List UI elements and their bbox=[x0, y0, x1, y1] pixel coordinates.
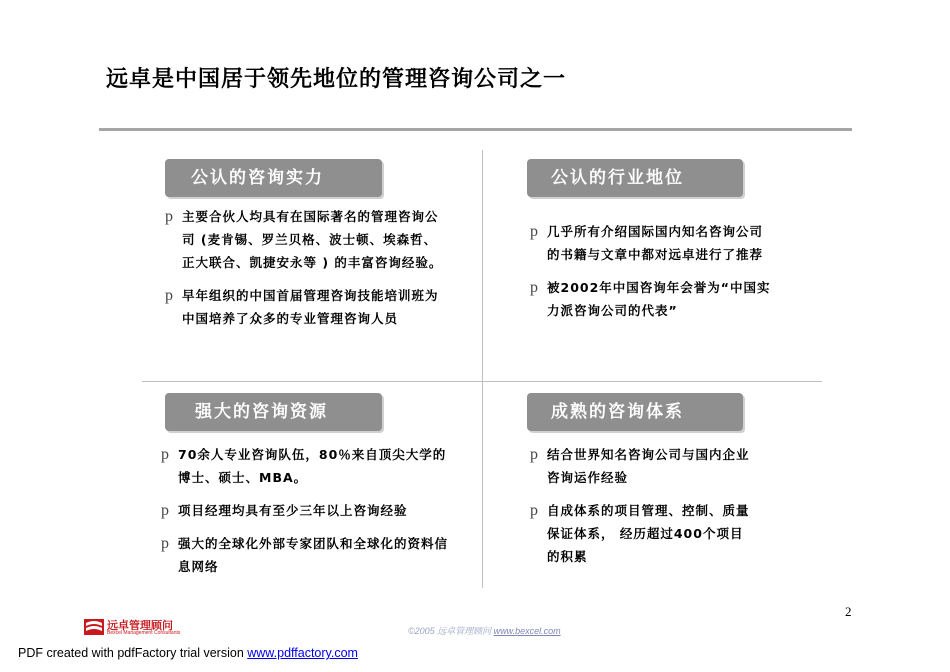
section-header-consulting-strength bbox=[165, 159, 382, 197]
bullet-marker-icon: p bbox=[530, 446, 539, 463]
bullet-text: 主要合伙人均具有在国际著名的管理咨询公司 (麦肯锡、罗兰贝格、波士顿、埃森哲、正大联合、凯捷安永等 ) 的丰富咨询经验。 bbox=[182, 209, 443, 270]
copyright-notice bbox=[408, 624, 561, 637]
section-header-consulting-resources bbox=[165, 393, 382, 431]
section-header-consulting-system bbox=[527, 393, 743, 431]
pdf-watermark bbox=[18, 646, 358, 660]
section-bullets-consulting-resources bbox=[161, 443, 453, 588]
section-title: 公认的行业地位 bbox=[551, 168, 684, 188]
bullet-marker-icon: p bbox=[161, 535, 170, 552]
section-bullets-industry-position bbox=[530, 220, 776, 332]
bullet-marker-icon: p bbox=[161, 446, 170, 463]
bullet-text: 结合世界知名咨询公司与国内企业咨询运作经验 bbox=[547, 447, 750, 485]
bullet-text: 强大的全球化外部专家团队和全球化的资料信息网络 bbox=[178, 536, 449, 574]
section-bullets-consulting-system bbox=[530, 443, 756, 578]
bullet-marker-icon: p bbox=[165, 287, 174, 304]
bullet-marker-icon: p bbox=[530, 223, 539, 240]
bullet-text: 被2002年中国咨询年会誉为“中国实力派咨询公司的代表” bbox=[547, 280, 771, 318]
list-item bbox=[161, 443, 453, 489]
pdf-watermark-text: PDF created with pdfFactory trial version bbox=[18, 646, 248, 660]
company-website-link[interactable]: www.bexcel.com bbox=[493, 626, 561, 636]
section-header-industry-position bbox=[527, 159, 743, 197]
bullet-marker-icon: p bbox=[530, 279, 539, 296]
list-item bbox=[530, 499, 756, 568]
list-item bbox=[165, 205, 450, 274]
quadrant-divider-vertical bbox=[482, 150, 483, 588]
company-logo bbox=[83, 616, 193, 638]
section-title: 公认的咨询实力 bbox=[191, 168, 324, 188]
pdffactory-link[interactable]: www.pdffactory.com bbox=[247, 646, 358, 660]
bullet-text: 几乎所有介绍国际国内知名咨询公司的书籍与文章中都对远卓进行了推荐 bbox=[547, 224, 764, 262]
bullet-marker-icon: p bbox=[530, 502, 539, 519]
page-number: 2 bbox=[845, 604, 852, 619]
quadrant-divider-horizontal bbox=[142, 381, 822, 382]
logo-mark-icon bbox=[83, 616, 105, 636]
bullet-text: 自成体系的项目管理、控制、质量保证体系， 经历超过400个项目的积累 bbox=[547, 503, 750, 564]
logo-name: 远卓管理顾问 bbox=[107, 619, 173, 632]
bullet-marker-icon: p bbox=[165, 208, 174, 225]
logo-subtitle: Bexcel Management Consultants bbox=[107, 630, 181, 636]
section-bullets-consulting-strength bbox=[165, 205, 450, 340]
list-item bbox=[530, 443, 756, 489]
bullet-text: 70余人专业咨询队伍，80％来自顶尖大学的博士、硕士、MBA。 bbox=[178, 447, 447, 485]
list-item bbox=[530, 276, 776, 322]
page-title: 远卓是中国居于领先地位的管理咨询公司之一 bbox=[106, 66, 567, 92]
list-item bbox=[165, 284, 450, 330]
section-title: 成熟的咨询体系 bbox=[551, 402, 684, 422]
bullet-text: 项目经理均具有至少三年以上咨询经验 bbox=[178, 503, 408, 518]
bullet-text: 早年组织的中国首届管理咨询技能培训班为中国培养了众多的专业管理咨询人员 bbox=[182, 288, 439, 326]
copyright-text: ©2005 远卓管理顾问 bbox=[408, 626, 494, 636]
section-title: 强大的咨询资源 bbox=[195, 402, 328, 422]
list-item bbox=[530, 220, 776, 266]
list-item bbox=[161, 532, 453, 578]
list-item bbox=[161, 499, 453, 522]
bullet-marker-icon: p bbox=[161, 502, 170, 519]
title-divider bbox=[99, 128, 852, 131]
